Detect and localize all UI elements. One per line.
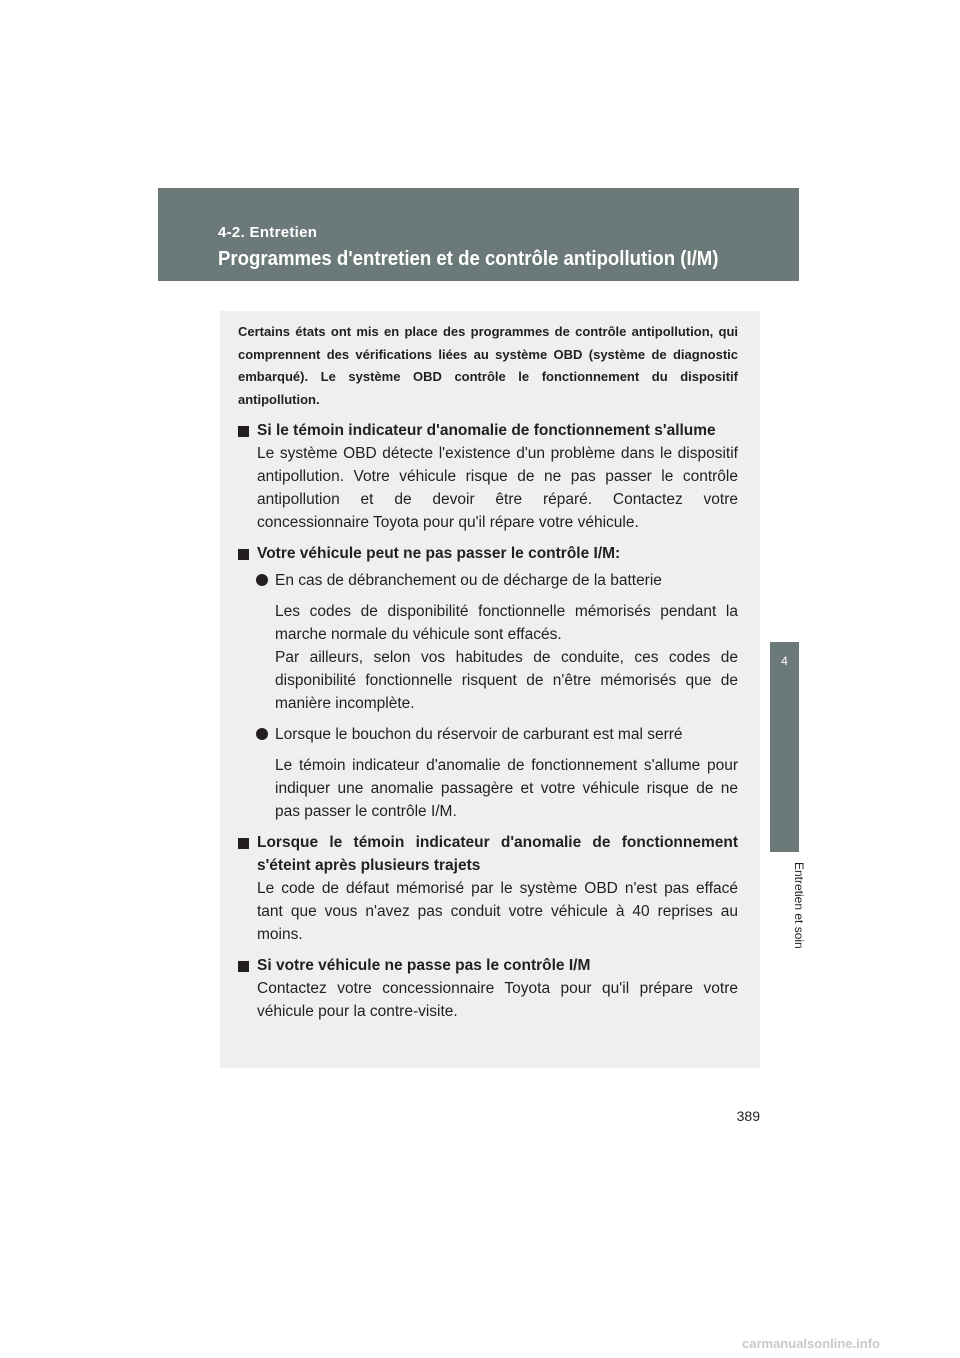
section-body-4: Contactez votre concessionnaire Toyota pour qu'il prépare votre véhicule pour la contre-visite. bbox=[257, 980, 738, 1020]
bullet-item-2 bbox=[238, 723, 738, 746]
section-heading-text: Votre véhicule peut ne pas passer le contrôle I/M: bbox=[257, 545, 621, 562]
info-box bbox=[220, 311, 760, 1068]
chapter-header bbox=[158, 188, 799, 281]
bullet-detail-paragraph: Les codes de disponibilité fonctionnelle mémorisés pendant la marche normale du véhicule sont effacés. bbox=[275, 603, 738, 643]
square-bullet-icon bbox=[238, 549, 249, 560]
round-bullet-icon bbox=[256, 574, 268, 586]
bullet-label: En cas de débranchement ou de décharge de la batterie bbox=[275, 572, 662, 589]
square-bullet-icon bbox=[238, 838, 249, 849]
intro-paragraph: Certains états ont mis en place des programmes de contrôle antipollution, qui comprennent des vérifications liées au système OBD (système de diagnostic embarqué). Le système OBD contrôle le fonctionnement du dispositif antipollution. bbox=[238, 324, 738, 407]
chapter-side-tab bbox=[770, 642, 799, 852]
section-label: 4-2. Entretien bbox=[218, 224, 318, 241]
section-heading-1 bbox=[238, 419, 738, 442]
section-heading-text: Si le témoin indicateur d'anomalie de fonctionnement s'allume bbox=[257, 422, 716, 439]
square-bullet-icon bbox=[238, 961, 249, 972]
chapter-side-label: Entretien et soin bbox=[792, 862, 806, 949]
bullet-detail-1 bbox=[238, 600, 738, 715]
section-body-3: Le code de défaut mémorisé par le système OBD n'est pas effacé tant que vous n'avez pas conduit votre véhicule à 40 reprises au moins. bbox=[257, 880, 738, 943]
page-number: 389 bbox=[736, 1108, 760, 1124]
round-bullet-icon bbox=[256, 728, 268, 740]
section-heading-2 bbox=[238, 542, 738, 565]
bullet-label: Lorsque le bouchon du réservoir de carburant est mal serré bbox=[275, 726, 683, 743]
section-body-1: Le système OBD détecte l'existence d'un problème dans le dispositif antipollution. Votre véhicule risque de ne pas passer le contrôle antipollution et de devoir être réparé. Contactez votre concessionnaire Toyota pour qu'il répare votre véhicule. bbox=[257, 445, 738, 531]
info-content bbox=[238, 321, 738, 1031]
chapter-number: 4 bbox=[781, 654, 788, 668]
bullet-item-1 bbox=[238, 569, 738, 592]
bullet-detail-2 bbox=[238, 754, 738, 823]
section-heading-text: Lorsque le témoin indicateur d'anomalie de fonctionnement s'éteint après plusieurs trajets bbox=[257, 834, 738, 874]
section-heading-3 bbox=[238, 831, 738, 877]
bullet-detail-paragraph: Par ailleurs, selon vos habitudes de conduite, ces codes de disponibilité fonctionnelle risquent de n'être mémorisés que de manière incomplète. bbox=[275, 649, 738, 712]
section-heading-text: Si votre véhicule ne passe pas le contrôle I/M bbox=[257, 957, 591, 974]
section-heading-4 bbox=[238, 954, 738, 977]
page-title: Programmes d'entretien et de contrôle antipollution (I/M) bbox=[218, 248, 719, 270]
bullet-detail-paragraph: Le témoin indicateur d'anomalie de fonctionnement s'allume pour indiquer une anomalie passagère et votre véhicule risque de ne pas passer le contrôle I/M. bbox=[275, 757, 738, 820]
watermark-link[interactable]: carmanualsonline.info bbox=[742, 1336, 880, 1351]
chapter-side-label-wrap bbox=[770, 862, 806, 1022]
square-bullet-icon bbox=[238, 426, 249, 437]
